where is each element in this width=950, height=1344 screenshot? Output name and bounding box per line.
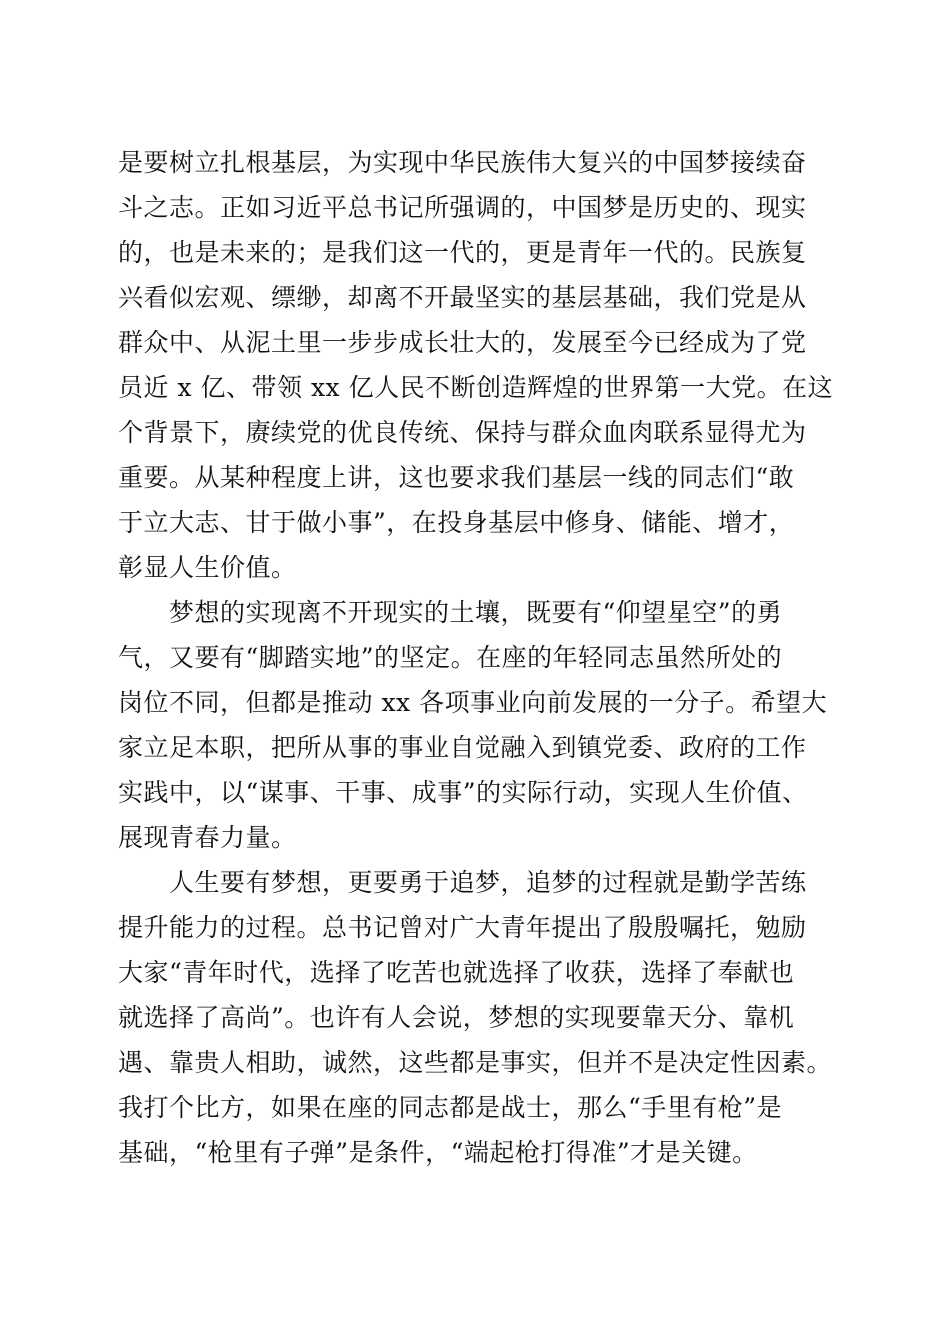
text-line: 就选择了高尚”。也许有人会说，梦想的实现要靠天分、靠机 <box>118 1003 795 1032</box>
text-line: 人生要有梦想，更要勇于追梦，追梦的过程就是勤学苦练 <box>118 868 807 897</box>
text-line: 重要。从某种程度上讲，这也要求我们基层一线的同志们“敢 <box>118 463 795 492</box>
text-line: 大家“青年时代，选择了吃苦也就选择了收获，选择了奉献也 <box>118 958 795 987</box>
text-line: 岗位不同，但都是推动 xx 各项事业向前发展的一分子。希望大 <box>118 688 828 717</box>
text-line: 个背景下，赓续党的优良传统、保持与群众血肉联系显得尤为 <box>118 418 807 447</box>
document-body <box>118 140 858 1175</box>
text-line: 气，又要有“脚踏实地”的坚定。在座的年轻同志虽然所处的 <box>118 643 783 672</box>
text-line: 群众中、从泥土里一步步成长壮大的，发展至今已经成为了党 <box>118 328 807 357</box>
text-line: 家立足本职，把所从事的事业自觉融入到镇党委、政府的工作 <box>118 733 807 762</box>
text-line: 梦想的实现离不开现实的土壤，既要有“仰望星空”的勇 <box>118 598 783 627</box>
text-line: 斗之志。正如习近平总书记所强调的，中国梦是历史的、现实 <box>118 193 807 222</box>
text-line: 兴看似宏观、缥缈，却离不开最坚实的基层基础，我们党是从 <box>118 283 807 312</box>
text-line: 员近 x 亿、带领 xx 亿人民不断创造辉煌的世界第一大党。在这 <box>118 373 834 402</box>
text-line: 我打个比方，如果在座的同志都是战士，那么“手里有枪”是 <box>118 1093 783 1122</box>
text-line: 彰显人生价值。 <box>118 553 297 582</box>
text-line: 的，也是未来的；是我们这一代的，更是青年一代的。民族复 <box>118 238 807 267</box>
text-line: 实践中，以“谋事、干事、成事”的实际行动，实现人生价值、 <box>118 778 808 807</box>
text-line: 展现青春力量。 <box>118 823 297 852</box>
text-line: 于立大志、甘于做小事”，在投身基层中修身、储能、增才， <box>118 508 795 537</box>
text-line: 遇、靠贵人相助，诚然，这些都是事实，但并不是决定性因素。 <box>118 1048 833 1077</box>
text-line: 提升能力的过程。总书记曾对广大青年提出了殷殷嘱托，勉励 <box>118 913 807 942</box>
text-line: 是要树立扎根基层，为实现中华民族伟大复兴的中国梦接续奋 <box>118 148 807 177</box>
text-line: 基础，“枪里有子弹”是条件，“端起枪打得准”才是关键。 <box>118 1138 758 1167</box>
